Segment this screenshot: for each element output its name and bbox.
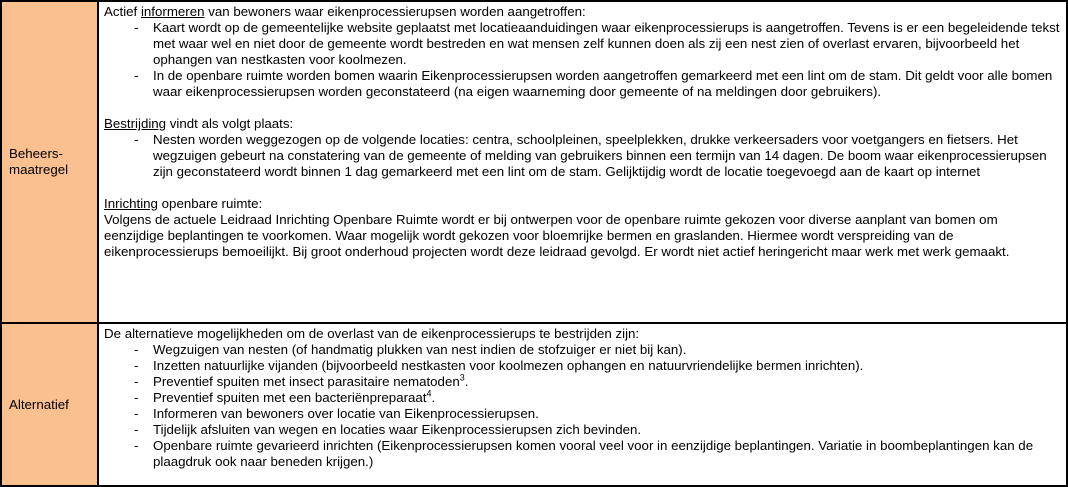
- inrichting-heading: [104, 196, 1060, 212]
- row-header-label-line1: Beheers-: [9, 146, 63, 161]
- list-item: [153, 438, 1060, 470]
- bullet-text-post: .: [464, 374, 469, 389]
- bullet-text: Wegzuigen van nesten (of handmatig plukken van nest indien de stofzuiger er niet bij kan).: [153, 342, 687, 357]
- heading-underlined-word: Bestrijding: [104, 116, 167, 131]
- row-header-label-line2: maatregel: [9, 162, 69, 177]
- intro-post: van bewoners waar eikenprocessierupsen worden aangetroffen:: [204, 4, 586, 19]
- bullet-text: Preventief spuiten met een bacteriënpreparaat: [153, 390, 427, 405]
- footnote-ref: 3: [459, 372, 465, 383]
- alternatief-bullet-list: [104, 342, 1060, 470]
- intro-underlined-word: informeren: [140, 4, 205, 19]
- bullet-text: Informeren van bewoners over locatie van Eikenprocessierupsen.: [153, 406, 539, 421]
- heading-post: vindt als volgt plaats:: [166, 116, 294, 131]
- row-header-label: [9, 146, 68, 178]
- intro-pre: Actief: [104, 4, 141, 19]
- list-item: [153, 422, 1060, 438]
- bullet-text: Inzetten natuurlijke vijanden (bijvoorbeeld nestkasten voor koolmezen ophangen en natuurvriendelijke bermen inrichten).: [153, 358, 864, 373]
- row-header-cell-beheersmaatregel: [2, 2, 99, 322]
- bullet-text: Preventief spuiten met insect parasitaire nematoden: [153, 374, 460, 389]
- alternatief-intro: De alternatieve mogelijkheden om de overlast van de eikenprocessierups te bestrijden zijn:: [104, 326, 640, 341]
- row-content-beheersmaatregel: [99, 2, 1066, 322]
- row-header-cell-alternatief: [2, 324, 99, 485]
- list-item: - In de openbare ruimte worden bomen waarin Eikenprocessierupsen worden aangetroffen gemarkeerd met een lint om de stam. Dit geldt voor alle bomen waar eikenprocessierupsen worden geconstateerd (na eigen waarneming door gemeente of na meldingen door gebruikers).: [153, 68, 1060, 100]
- bestrijding-bullet-list: [104, 132, 1060, 180]
- footnote-ref: 4: [426, 388, 432, 399]
- table-row-alternatief: [2, 324, 1066, 485]
- table-row-beheersmaatregel: [2, 2, 1066, 324]
- row-content-alternatief: [99, 324, 1066, 485]
- bullet-text-post: .: [431, 390, 436, 405]
- list-item: [153, 406, 1060, 422]
- informeren-bullet-list: [104, 20, 1060, 100]
- bullet-text: Openbare ruimte gevarieerd inrichten (Eikenprocessierupsen komen vooral veel voor in eenzijdige beplantingen. Variatie in boombeplantingen kan de plaagdruk ook naar beneden krijgen.): [153, 438, 1034, 469]
- list-item: [153, 342, 1060, 358]
- list-item: [153, 358, 1060, 374]
- bullet-text: Tijdelijk afsluiten van wegen en locaties waar Eikenprocessierupsen zich bevinden.: [153, 422, 642, 437]
- bestrijding-heading: [104, 116, 1060, 132]
- list-item: [153, 374, 1060, 390]
- inrichting-paragraph: Volgens de actuele Leidraad Inrichting Openbare Ruimte wordt er bij ontwerpen voor de openbare ruimte gekozen voor diverse aanplant van bomen om eenzijdige beplantingen te voorkomen. Waar mogelijk wordt gekozen voor bloemrijke bermen en graslanden. Hiermee wordt verspreiding van de eikenprocessierups bemoeilijkt. Bij groot onderhoud projecten wordt deze leidraad gevolgd. Er wordt niet actief heringericht maar werk met werk gemaakt.: [104, 212, 1010, 259]
- list-item: - Kaart wordt op de gemeentelijke website geplaatst met locatieaanduidingen waar eikenprocessierups is aangetroffen. Tevens is er een begeleidende tekst met waar wel en niet door de gemeente wordt bestreden en wat mensen zelf kunnen doen als zij een nest zien of overlast ervaren, bijvoorbeeld het ophangen van nestkasten voor koolmezen.: [153, 20, 1060, 68]
- list-item: [153, 390, 1060, 406]
- heading-post: openbare ruimte:: [157, 196, 263, 211]
- informeren-intro: [104, 4, 1060, 20]
- list-item: - Nesten worden weggezogen op de volgende locaties: centra, schoolpleinen, speelplekken, drukke verkeersaders voor voetgangers en fietsers. Het wegzuigen gebeurt na constatering van de gemeente of melding van gebruikers binnen een termijn van 14 dagen. De boom waar eikenprocessierupsen zijn geconstateerd wordt binnen 1 dag gemarkeerd met een lint om de stam. Gelijktijdig wordt de locatie toegevoegd aan de kaart op internet: [153, 132, 1060, 180]
- row-header-label: Alternatief: [9, 396, 69, 412]
- heading-underlined-word: Inrichting: [104, 196, 158, 211]
